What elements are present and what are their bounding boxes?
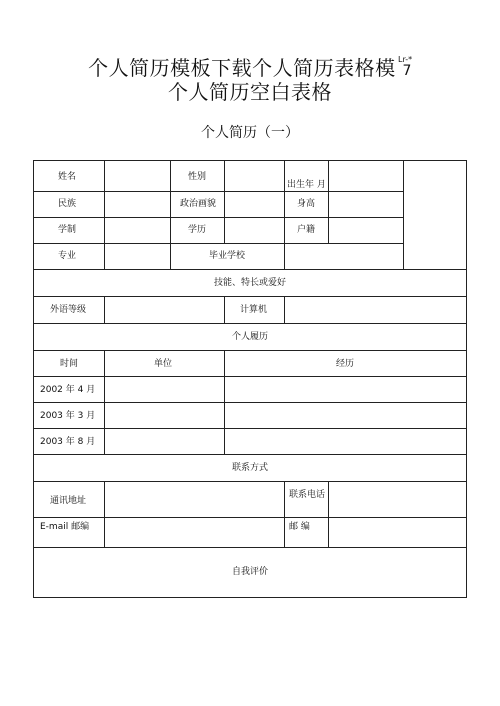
name-label: 姓名 — [58, 172, 77, 182]
unit-header: 单位 — [154, 359, 173, 369]
birth-label: 出生年 月 — [287, 180, 326, 190]
political-label: 政治画貌 — [180, 199, 217, 209]
skills-label: 技能、特长或爱好 — [213, 278, 286, 288]
ethnicity-label: 民族 — [58, 199, 77, 209]
experience-title: 个人履历 — [231, 332, 268, 342]
education-system-label: 学制 — [58, 225, 77, 235]
title-line-2: 个人简历空白表格 — [168, 80, 332, 104]
title-mark-num: 7 — [402, 63, 412, 79]
experience-header: 经历 — [336, 359, 355, 369]
computer-label: 计算机 — [240, 305, 268, 315]
height-label: 身高 — [297, 199, 316, 209]
date-3: 2003 年 8 月 — [40, 437, 96, 447]
date-1: 2002 年 4 月 — [40, 385, 96, 395]
subtitle: 个人简历（一） — [201, 125, 299, 141]
postcode-label: 邮 编 — [289, 522, 310, 532]
major-label: 专业 — [58, 251, 77, 261]
household-label: 户籍 — [297, 225, 316, 235]
date-2: 2003 年 3 月 — [40, 411, 96, 421]
phone-label: 联系电话 — [289, 490, 326, 500]
education-label: 学历 — [188, 225, 207, 235]
self-evaluation-label: 自我评价 — [231, 567, 268, 577]
language-level-label: 外语等级 — [50, 305, 87, 315]
title-mark: Lr-* — [398, 55, 413, 64]
time-header: 时间 — [60, 359, 79, 369]
address-label: 通讯地址 — [50, 496, 87, 506]
school-label: 毕业学校 — [209, 251, 246, 261]
email-label: E-mail 邮编 — [40, 522, 90, 532]
gender-label: 性别 — [188, 172, 207, 182]
title-line-1: 个人简历模板下载个人简历表格模 7 — [88, 56, 412, 80]
contact-title: 联系方式 — [231, 463, 268, 473]
